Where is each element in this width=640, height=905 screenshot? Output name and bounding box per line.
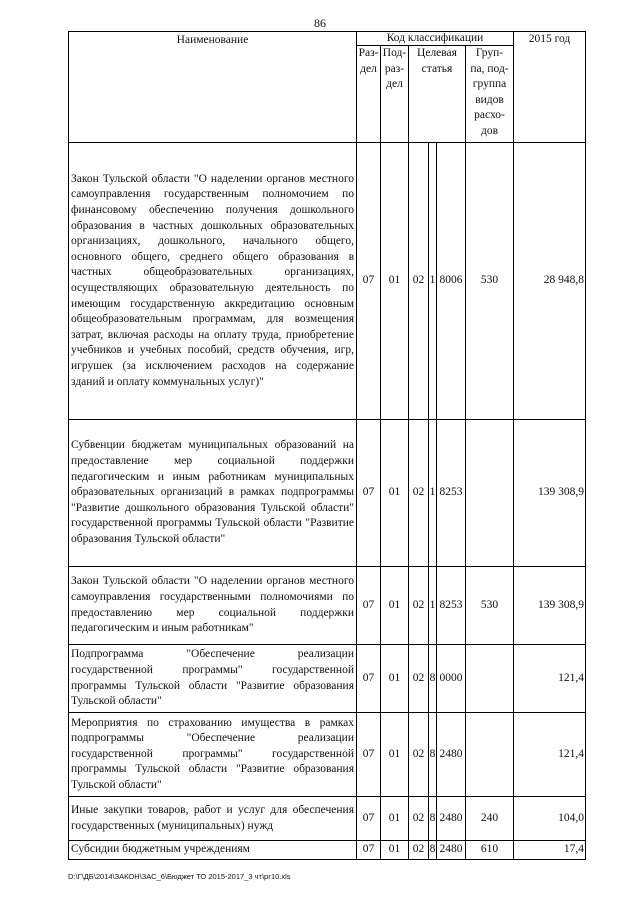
row-razdel: 07: [357, 143, 381, 420]
row-podrazdel: 01: [381, 143, 409, 420]
header-year: 2015 год: [514, 32, 586, 143]
table-row: [69, 645, 586, 713]
row-target-subprogram: 8: [429, 713, 437, 797]
budget-table: [68, 31, 586, 860]
table-row: [69, 713, 586, 797]
table-row: [69, 567, 586, 645]
row-podrazdel: 01: [381, 420, 409, 567]
row-name: Мероприятия по страхованию имущества в рамках подпрограммы "Обеспечение реализации государственной программы" государственной программы Тульской области "Развитие образования Тульской области": [69, 713, 357, 797]
row-expense-group: [466, 645, 514, 713]
row-target-program: 02: [409, 567, 429, 645]
row-target-direction: 8253: [437, 420, 466, 567]
row-expense-group: 610: [466, 841, 514, 860]
table-row: [69, 420, 586, 567]
row-name: Субсидии бюджетным учреждениям: [69, 841, 357, 860]
row-target-direction: 2480: [437, 713, 466, 797]
table-row: [69, 841, 586, 860]
row-target-subprogram: 1: [429, 420, 437, 567]
header-name: Наименование: [69, 32, 357, 143]
row-podrazdel: 01: [381, 567, 409, 645]
row-target-direction: 2480: [437, 797, 466, 841]
row-name: Иные закупки товаров, работ и услуг для обеспечения государственных (муниципальных) нужд: [69, 797, 357, 841]
row-target-program: 02: [409, 797, 429, 841]
row-target-subprogram: 8: [429, 645, 437, 713]
header-razdel: Раз- дел: [357, 46, 381, 143]
row-target-direction: 8006: [437, 143, 466, 420]
row-name: Закон Тульской области "О наделении органов местного самоуправления государственными полномочиями по предоставлению мер социальной поддержки педагогическим и иным работникам": [69, 567, 357, 645]
row-podrazdel: 01: [381, 797, 409, 841]
row-amount: 121,4: [514, 645, 586, 713]
file-path-footer: D:\Г\ДБ\2014\ЗАКОН\ЗАС_6\Бюджет ТО 2015-2017_3 чт\рг10.xls: [68, 872, 291, 881]
page-number: 86: [314, 16, 326, 30]
row-razdel: 07: [357, 797, 381, 841]
row-target-direction: 0000: [437, 645, 466, 713]
row-target-program: 02: [409, 841, 429, 860]
row-target-program: 02: [409, 645, 429, 713]
header-expense-group: Груп- па, под- группа видов расхо- дов: [466, 46, 514, 143]
row-target-program: 02: [409, 713, 429, 797]
row-target-subprogram: 8: [429, 841, 437, 860]
row-podrazdel: 01: [381, 713, 409, 797]
row-name: Подпрограмма "Обеспечение реализации государственной программы" государственной программы Тульской области "Развитие образования Тульской области": [69, 645, 357, 713]
table-row: [69, 143, 586, 420]
row-expense-group: [466, 420, 514, 567]
table-row: [69, 797, 586, 841]
row-target-program: 02: [409, 143, 429, 420]
row-target-direction: 2480: [437, 841, 466, 860]
row-amount: 139 308,9: [514, 567, 586, 645]
row-razdel: 07: [357, 841, 381, 860]
row-name: Субвенции бюджетам муниципальных образований на предоставление мер социальной поддержки педагогическим и иным работникам муниципальных образовательных организаций в рамках подпрограммы "Развитие дошкольного образования Тульской области" государственной программы Тульской области "Развитие образования Тульской области": [69, 420, 357, 567]
row-razdel: 07: [357, 567, 381, 645]
row-target-subprogram: 8: [429, 797, 437, 841]
row-target-subprogram: 1: [429, 143, 437, 420]
row-name: Закон Тульской области "О наделении органов местного самоуправления государственным полномочием по финансовому обеспечению получения дошкольного образования в частных дошкольных образовательных организациях, дошкольного, начального общего, основного общего, среднего общего образования в частных общеобразовательных организациях, осуществляющих образовательную деятельность по имеющим государственную аккредитацию основным общеобразовательным программам, для возмещения затрат, включая расходы на оплату труда, приобретение учебников и учебных пособий, средств обучения, игр, игрушек (за исключением расходов на содержание зданий и оплату коммунальных услуг)": [69, 143, 357, 420]
row-podrazdel: 01: [381, 645, 409, 713]
row-podrazdel: 01: [381, 841, 409, 860]
row-target-program: 02: [409, 420, 429, 567]
row-expense-group: 530: [466, 567, 514, 645]
row-expense-group: 240: [466, 797, 514, 841]
row-expense-group: 530: [466, 143, 514, 420]
header-podrazdel: Под- раз- дел: [381, 46, 409, 143]
row-razdel: 07: [357, 420, 381, 567]
header-target-article: Целевая статья: [409, 46, 466, 143]
row-amount: 139 308,9: [514, 420, 586, 567]
row-target-direction: 8253: [437, 567, 466, 645]
row-razdel: 07: [357, 645, 381, 713]
row-amount: 17,4: [514, 841, 586, 860]
row-amount: 121,4: [514, 713, 586, 797]
row-target-subprogram: 1: [429, 567, 437, 645]
row-expense-group: [466, 713, 514, 797]
row-razdel: 07: [357, 713, 381, 797]
row-amount: 28 948,8: [514, 143, 586, 420]
header-row-top: [69, 32, 586, 46]
row-amount: 104,0: [514, 797, 586, 841]
header-code-group: Код классификации: [357, 32, 514, 46]
